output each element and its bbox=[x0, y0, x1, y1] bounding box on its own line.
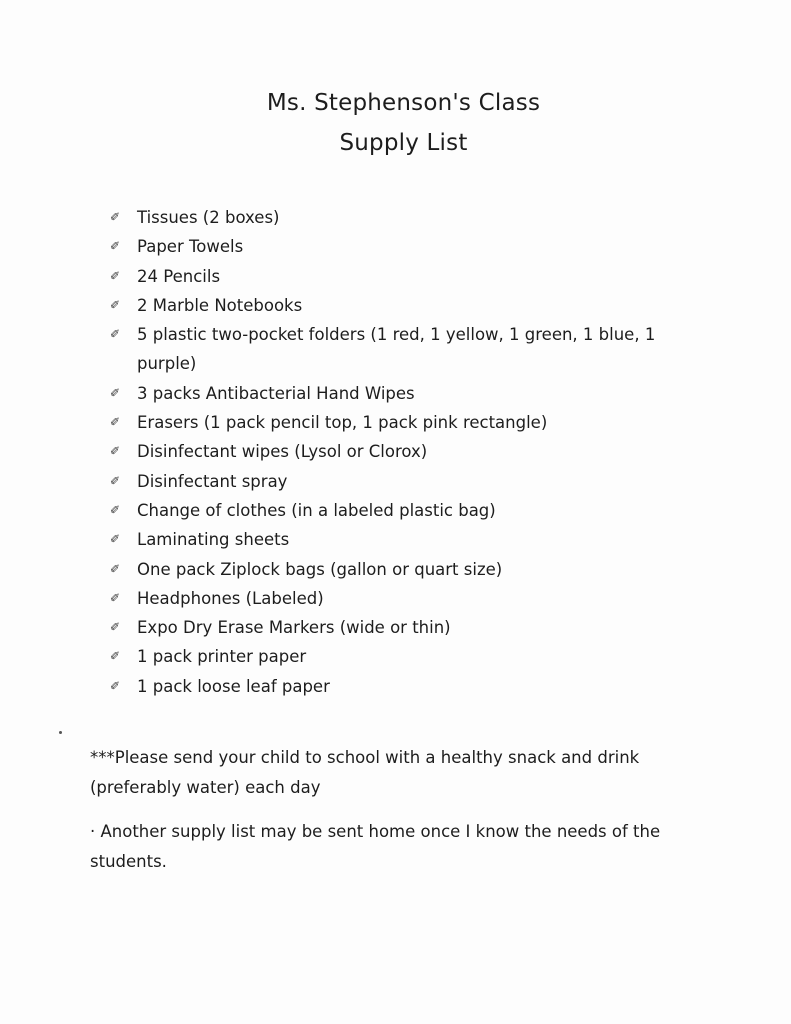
snack-note: ***Please send your child to school with a healthy snack and drink (preferably water) each day bbox=[90, 748, 640, 797]
list-item bbox=[110, 232, 680, 261]
list-item bbox=[110, 408, 680, 437]
list-item-text: 1 pack loose leaf paper bbox=[137, 676, 330, 696]
checkmark-icon: ✐ bbox=[110, 678, 121, 693]
list-item-text: Disinfectant spray bbox=[137, 471, 288, 491]
list-item bbox=[110, 613, 680, 642]
list-item-text: Laminating sheets bbox=[137, 530, 290, 550]
list-item-text: Tissues (2 boxes) bbox=[137, 208, 280, 227]
checkmark-icon: ✐ bbox=[110, 590, 121, 605]
list-item bbox=[110, 496, 680, 525]
list-item bbox=[110, 467, 680, 496]
another-list-note: · Another supply list may be sent home once I know the needs of the students. bbox=[90, 822, 661, 871]
list-item bbox=[110, 379, 680, 408]
list-item-text: 5 plastic two-pocket folders (1 red, 1 yellow, 1 green, 1 blue, 1 purple) bbox=[137, 325, 656, 374]
list-item-text: Erasers (1 pack pencil top, 1 pack pink rectangle) bbox=[137, 413, 548, 433]
list-item bbox=[110, 672, 680, 701]
page-title: Ms. Stephenson's Class bbox=[266, 90, 541, 116]
list-item-text: 3 packs Antibacterial Hand Wipes bbox=[137, 383, 415, 403]
checkmark-icon: ✐ bbox=[110, 561, 121, 576]
checkmark-icon: ✐ bbox=[110, 620, 121, 635]
checkmark-icon: ✐ bbox=[110, 649, 121, 664]
list-item bbox=[110, 584, 680, 613]
checkmark-icon: ✐ bbox=[110, 502, 121, 517]
scan-speck bbox=[59, 731, 62, 734]
list-item-text: 2 Marble Notebooks bbox=[137, 295, 303, 315]
checkmark-icon: ✐ bbox=[110, 473, 121, 488]
list-item-text: Headphones (Labeled) bbox=[137, 588, 324, 608]
checkmark-icon: ✐ bbox=[110, 415, 121, 430]
list-item bbox=[110, 437, 680, 466]
list-item-text: Paper Towels bbox=[137, 237, 244, 257]
list-item bbox=[110, 642, 680, 671]
list-item-text: Disinfectant wipes (Lysol or Clorox) bbox=[137, 442, 428, 462]
checkmark-icon: ✐ bbox=[110, 239, 121, 254]
checkmark-icon: ✐ bbox=[110, 385, 121, 400]
checkmark-icon: ✐ bbox=[110, 297, 121, 312]
list-item-text: Expo Dry Erase Markers (wide or thin) bbox=[137, 618, 451, 638]
supply-list bbox=[110, 203, 680, 701]
list-item bbox=[110, 291, 680, 320]
checkmark-icon: ✐ bbox=[110, 327, 121, 342]
list-item-text: 1 pack printer paper bbox=[137, 647, 307, 667]
list-item-text: Change of clothes (in a labeled plastic bag) bbox=[137, 500, 496, 520]
list-item bbox=[110, 555, 680, 584]
checkmark-icon: ✐ bbox=[110, 532, 121, 547]
checkmark-icon: ✐ bbox=[110, 444, 121, 459]
list-item bbox=[110, 262, 680, 291]
list-item bbox=[110, 525, 680, 554]
list-item bbox=[110, 320, 680, 379]
checkmark-icon: ✐ bbox=[110, 268, 121, 283]
page-subtitle: Supply List bbox=[339, 130, 468, 156]
list-item-text: 24 Pencils bbox=[137, 266, 221, 286]
list-item-text: One pack Ziplock bags (gallon or quart size) bbox=[137, 559, 503, 579]
checkmark-icon: ✐ bbox=[110, 210, 121, 224]
list-item bbox=[110, 203, 680, 232]
